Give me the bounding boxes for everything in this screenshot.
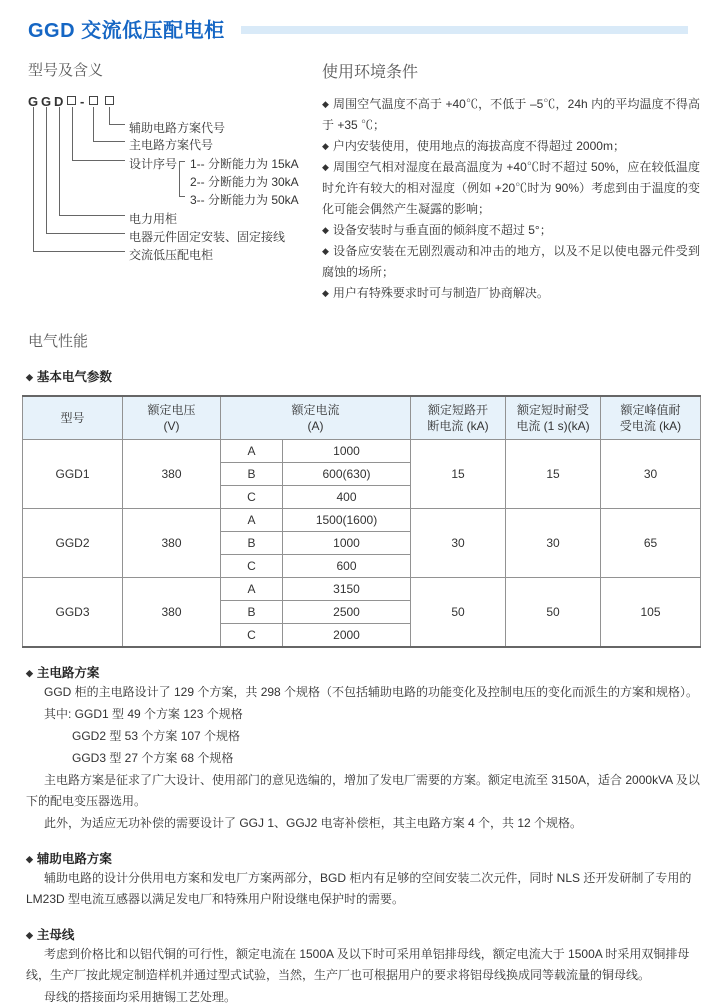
env-bullet-item <box>322 283 700 304</box>
cell-current-class: B <box>221 463 283 486</box>
cell-peak: 30 <box>601 440 701 509</box>
label-aux-circuit-code: 辅助电路方案代号 <box>129 121 226 135</box>
page-title: GGD 交流低压配电柜 <box>28 20 225 42</box>
design-bracket <box>179 161 185 197</box>
diamond-bullet-icon: ◆ <box>322 225 329 235</box>
cell-current-class: C <box>221 486 283 509</box>
cell-withstand: 30 <box>506 509 601 578</box>
cell-peak: 105 <box>601 578 701 647</box>
diamond-bullet-icon: ◆ <box>322 141 329 151</box>
electrical-performance-heading: 电气性能 <box>28 333 89 350</box>
aux-circuit-section <box>26 849 700 910</box>
environment-bullet-list <box>322 94 700 304</box>
table-row <box>23 440 701 463</box>
env-bullet-item <box>322 94 700 136</box>
main-busbar-paragraph: 考虑到价格比和以铝代铜的可行性，额定电流在 1500A 及以下时可采用单铝排母线，额定电流大于 1500A 时采用双铜排母线，生产厂按此规定制造样机并通过型式试验，当然，生产厂也可根据用户的要求将铝母线换成同等载流量的铜母线。 <box>26 946 690 982</box>
cell-current-value: 1000 <box>283 532 411 555</box>
main-circuit-paragraph: GGD2 型 53 个方案 107 个规格 <box>72 728 241 743</box>
connector-line-ac <box>33 107 125 252</box>
col-header-voltage: 额定电压 (V) <box>123 396 221 440</box>
cell-current-class: B <box>221 601 283 624</box>
main-circuit-title <box>26 663 700 681</box>
main-busbar-paragraph: 母线的搭接面均采用搪锡工艺处理。 <box>44 989 237 1004</box>
cell-current-value: 1000 <box>283 440 411 463</box>
label-power-cabinet: 电力用柜 <box>129 212 178 226</box>
main-busbar-section <box>26 925 700 1008</box>
label-design-serial: 设计序号 <box>129 157 178 171</box>
main-circuit-title-text: 主电路方案 <box>36 665 100 680</box>
cell-peak: 65 <box>601 509 701 578</box>
cell-current-class: C <box>221 624 283 647</box>
table-header-row <box>23 396 701 440</box>
main-circuit-paragraph: GGD3 型 27 个方案 68 个规格 <box>72 750 234 765</box>
diamond-bullet-icon: ◆ <box>322 162 330 172</box>
cell-current-class: A <box>221 509 283 532</box>
code-char-g2: G <box>41 94 52 109</box>
env-bullet-text: 周围空气相对湿度在最高温度为 +40℃时不超过 50%，应在较低温度时允许有较大的相对湿度（例如 +20℃时为 90%）考虑到由于温度的变化可能会偶然产生凝露的影响； <box>322 160 701 216</box>
main-circuit-paragraph: 其中: GGD1 型 49 个方案 123 个规格 <box>44 706 243 721</box>
diamond-bullet-icon: ◆ <box>26 667 33 678</box>
cell-withstand: 15 <box>506 440 601 509</box>
env-bullet-item <box>322 157 700 220</box>
cell-current-value: 600(630) <box>283 463 411 486</box>
diamond-bullet-icon: ◆ <box>26 853 33 864</box>
model-code-diagram <box>22 94 314 266</box>
diamond-bullet-icon: ◆ <box>322 246 330 256</box>
env-bullet-text: 用户有特殊要求时可与制造厂协商解决。 <box>332 286 549 300</box>
code-char-g1: G <box>28 94 39 109</box>
aux-circuit-paragraph: 辅助电路的设计分供用电方案和发电厂方案两部分，BGD 柜内有足够的空间安装二次元件，同时 NLS 还开发研制了专用的 LM23D 型电流互感器以满足发电厂和特殊用户附设继电保护时的需要。 <box>26 870 692 906</box>
cell-breaking: 15 <box>411 440 506 509</box>
cell-model: GGD2 <box>23 509 123 578</box>
cell-withstand: 50 <box>506 578 601 647</box>
code-char-dash: - <box>80 94 85 109</box>
design-item-2: 2-- 分断能力为 30kA <box>190 175 299 189</box>
col-header-withstand: 额定短时耐受 电流 (1 s)(kA) <box>506 396 601 440</box>
diamond-bullet-icon: ◆ <box>26 372 33 382</box>
design-item-1: 1-- 分断能力为 15kA <box>190 157 299 171</box>
cell-current-class: A <box>221 440 283 463</box>
main-circuit-paragraph: 此外，为适应无功补偿的需要设计了 GGJ 1、GGJ2 电寄补偿柜，其主电路方案 4 个，共 12 个规格。 <box>44 815 583 830</box>
main-circuit-section <box>26 663 700 834</box>
col-header-peak: 额定峰值耐 受电流 (kA) <box>601 396 701 440</box>
label-main-circuit-code: 主电路方案代号 <box>129 138 214 152</box>
basic-params-title <box>26 367 700 385</box>
cell-voltage: 380 <box>123 509 221 578</box>
cell-current-class: B <box>221 532 283 555</box>
cell-current-value: 1500(1600) <box>283 509 411 532</box>
env-bullet-text: 户内安装使用，使用地点的海拔高度不得超过 2000m； <box>332 139 625 153</box>
code-box-2 <box>89 96 98 105</box>
cell-breaking: 30 <box>411 509 506 578</box>
cell-current-value: 2500 <box>283 601 411 624</box>
diamond-bullet-icon: ◆ <box>322 288 329 298</box>
table-row <box>23 509 701 532</box>
cell-current-class: A <box>221 578 283 601</box>
title-row <box>28 14 700 43</box>
aux-circuit-title-text: 辅助电路方案 <box>36 851 112 866</box>
main-circuit-paragraph: 主电路方案是征求了广大设计、使用部门的意见选编的，增加了发电厂需要的方案。额定电流至 3150A，适合 2000kVA 及以下的配电变压器选用。 <box>26 772 700 808</box>
col-header-breaking: 额定短路开 断电流 (kA) <box>411 396 506 440</box>
electrical-parameters-table <box>22 395 701 648</box>
aux-circuit-title <box>26 849 700 867</box>
model-meaning-section <box>22 59 314 304</box>
environment-heading: 使用环境条件 <box>322 64 419 81</box>
diamond-bullet-icon: ◆ <box>26 929 33 940</box>
cell-model: GGD1 <box>23 440 123 509</box>
cell-current-value: 2000 <box>283 624 411 647</box>
env-bullet-item <box>322 241 700 283</box>
environment-section <box>314 59 700 304</box>
env-bullet-text: 设备安装时与垂直面的倾斜度不超过 5°； <box>332 223 552 237</box>
env-bullet-item <box>322 136 700 157</box>
cell-current-value: 3150 <box>283 578 411 601</box>
cell-voltage: 380 <box>123 440 221 509</box>
col-header-model: 型号 <box>23 396 123 440</box>
cell-voltage: 380 <box>123 578 221 647</box>
env-bullet-text: 周围空气温度不高于 +40℃，不低于 –5℃，24h 内的平均温度不得高于 +35 ℃； <box>322 97 701 132</box>
table-row <box>23 578 701 601</box>
cell-current-value: 400 <box>283 486 411 509</box>
diamond-bullet-icon: ◆ <box>322 99 330 109</box>
cell-model: GGD3 <box>23 578 123 647</box>
cell-current-class: C <box>221 555 283 578</box>
label-ac-lv-cabinet: 交流低压配电柜 <box>129 248 214 262</box>
basic-params-title-text: 基本电气参数 <box>36 370 112 384</box>
title-accent-bar <box>241 26 688 34</box>
label-fixed-install: 电器元件固定安装、固定接线 <box>129 230 286 244</box>
cell-current-value: 600 <box>283 555 411 578</box>
code-box-3 <box>105 96 114 105</box>
col-header-current: 额定电流 (A) <box>221 396 411 440</box>
code-box-1 <box>67 96 76 105</box>
design-item-3: 3-- 分断能力为 50kA <box>190 193 299 207</box>
main-busbar-title <box>26 925 700 943</box>
main-circuit-paragraph: GGD 柜的主电路设计了 129 个方案，共 298 个规格（不包括辅助电路的功能变化及控制电压的变化而派生的方案和规格）。 <box>44 684 699 699</box>
model-section-heading: 型号及含义 <box>28 62 104 79</box>
main-busbar-title-text: 主母线 <box>36 927 75 942</box>
code-char-d: D <box>54 94 64 109</box>
env-bullet-item <box>322 220 700 241</box>
top-columns <box>22 59 700 304</box>
env-bullet-text: 设备应安装在无剧烈震动和冲击的地方，以及不足以使电器元件受到腐蚀的场所； <box>322 244 701 279</box>
cell-breaking: 50 <box>411 578 506 647</box>
